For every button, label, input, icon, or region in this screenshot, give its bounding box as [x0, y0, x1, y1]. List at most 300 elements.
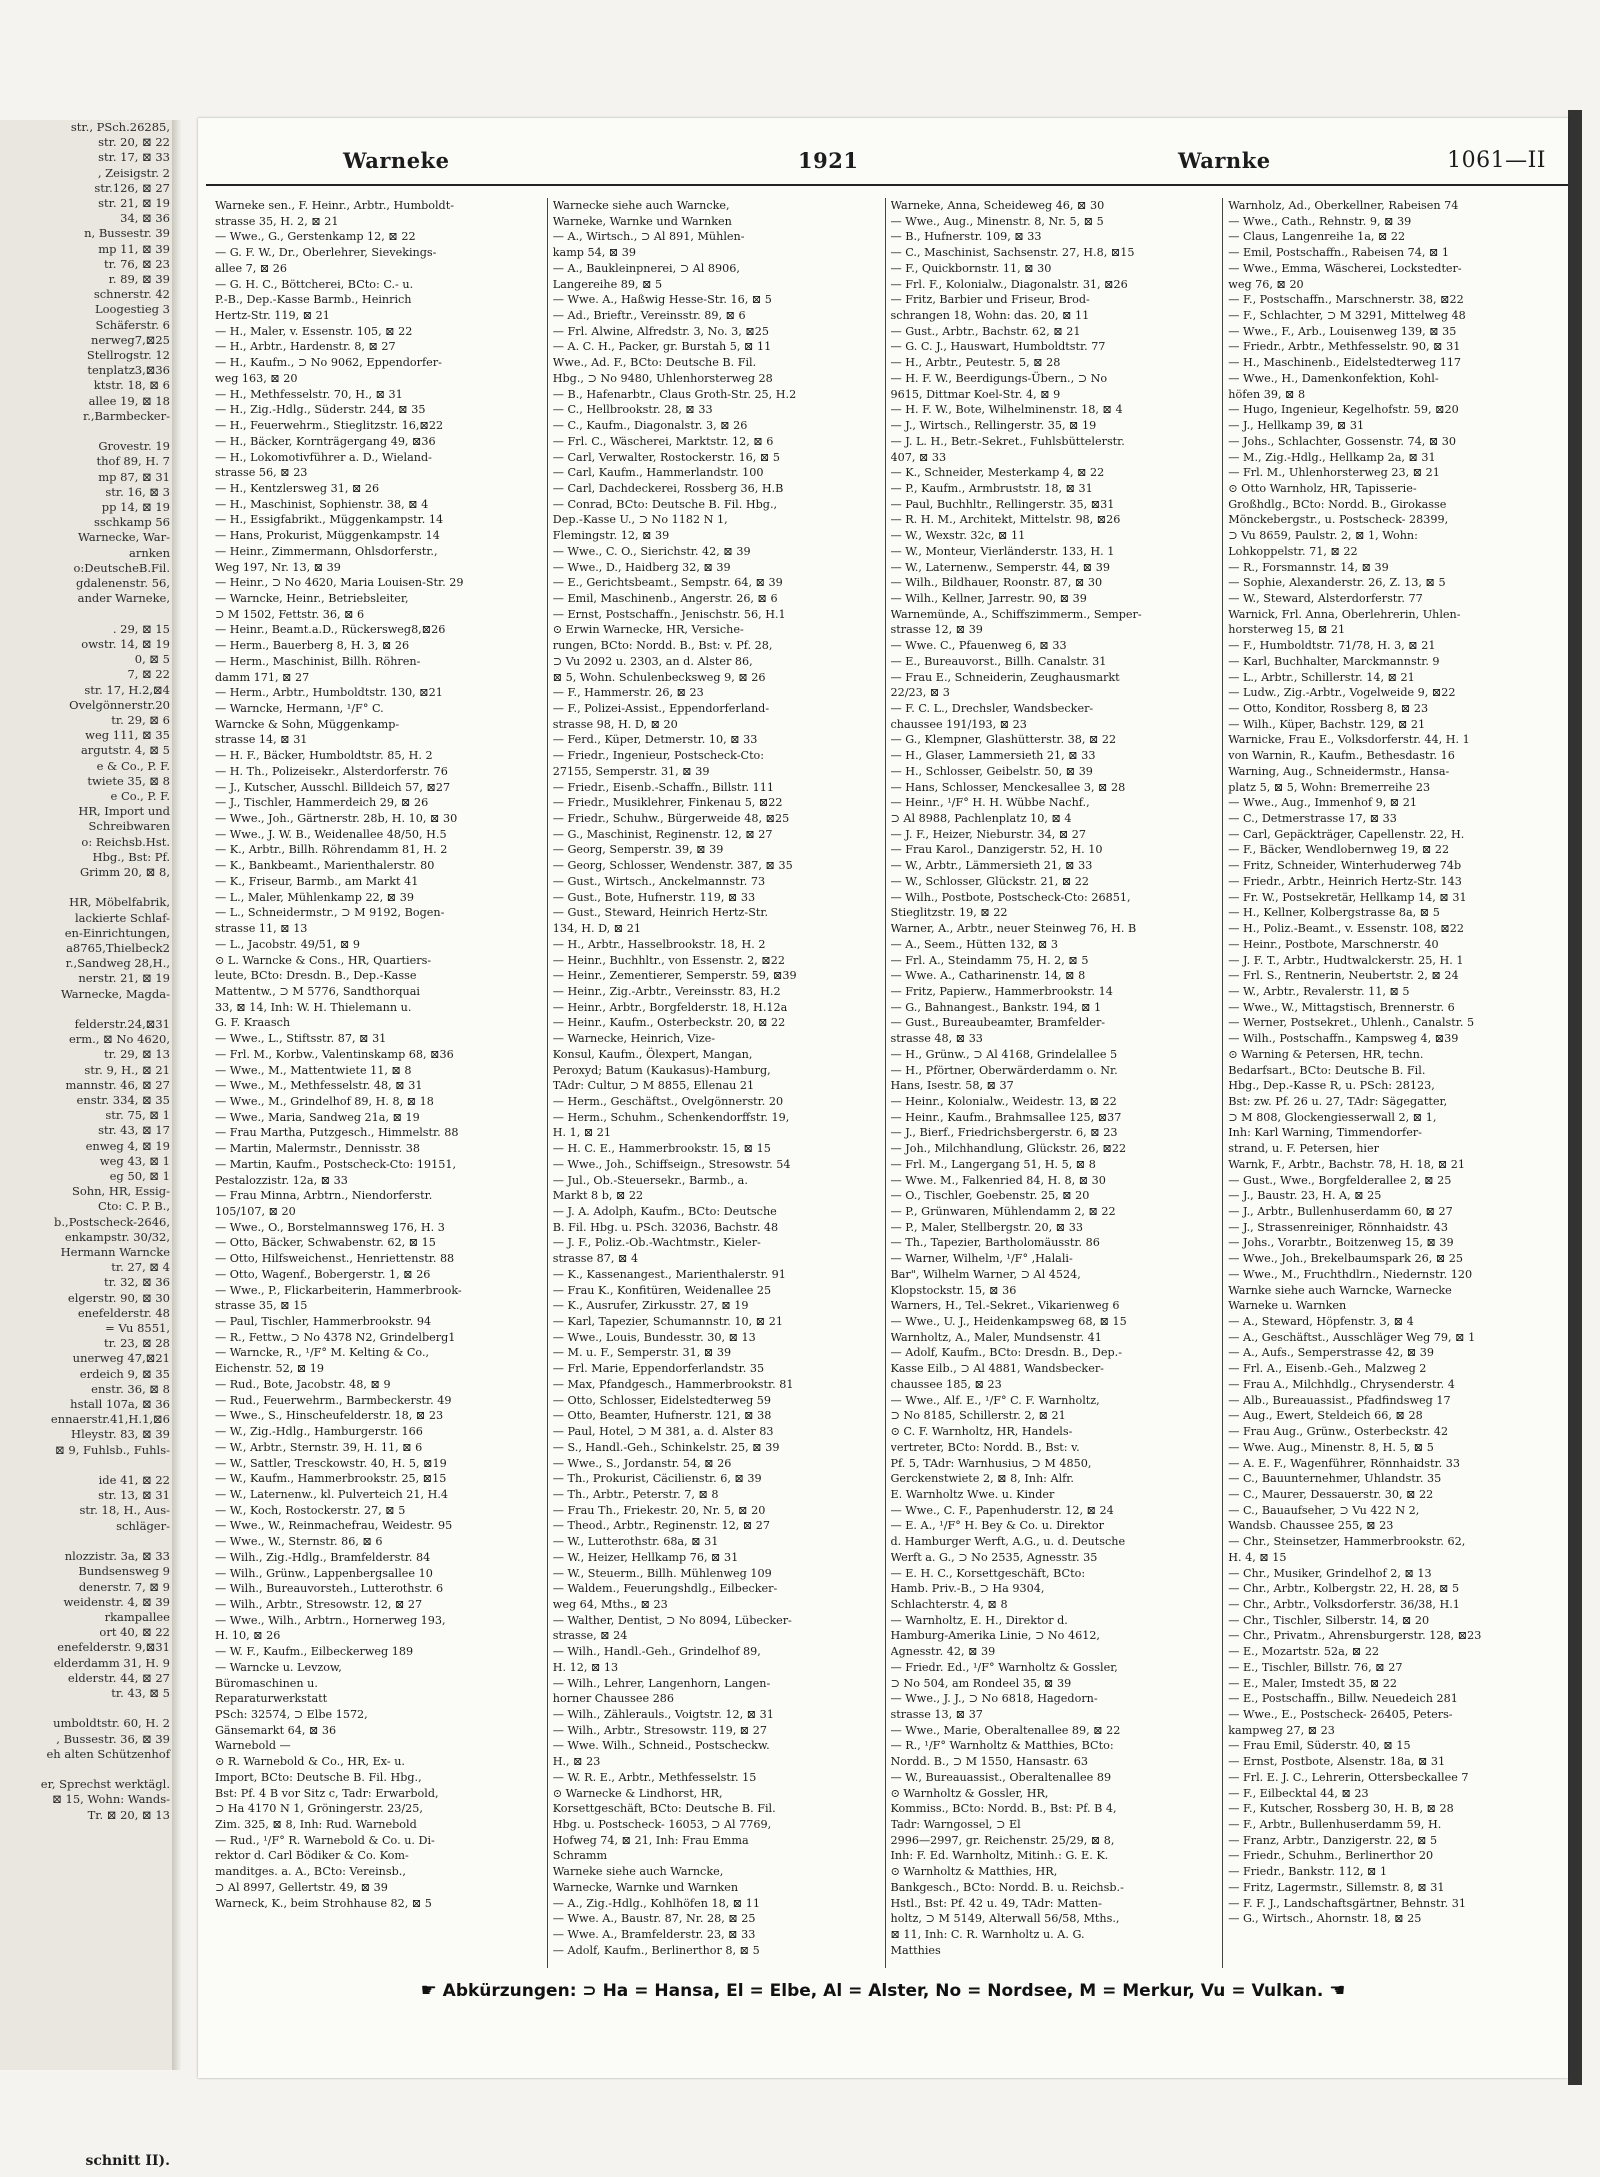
- left-page-line: [0, 1701, 178, 1716]
- directory-entry-line: — Warner, Wilhelm, ¹/F° ,Halali-: [890, 1252, 1073, 1266]
- directory-entry-line: — F. C. L., Drechsler, Wandsbecker-: [890, 702, 1094, 715]
- directory-entry-line: — Emil, Maschinenb., Angerstr. 26, ⊠ 6: [552, 591, 778, 605]
- directory-entry-line: schrangen 18, Wohn: das. 20, ⊠ 11: [890, 309, 1090, 323]
- left-page-line: nlozzistr. 3a, ⊠ 33: [64, 1549, 170, 1564]
- directory-entry-line: Gänsemarkt 64, ⊠ 36: [215, 1723, 337, 1737]
- left-page-line: Hleystr. 83, ⊠ 39: [71, 1427, 170, 1442]
- directory-entry-line: — W., Bureauassist., Oberaltenallee 89: [890, 1770, 1112, 1784]
- directory-entry-line: — Wwe., Cath., Rehnstr. 9, ⊠ 39: [1228, 214, 1412, 228]
- directory-entry-line: strasse 87, ⊠ 4: [552, 1252, 639, 1266]
- directory-entry-line: — Ludw., Zig.-Arbtr., Vogelweide 9, ⊠22: [1228, 686, 1456, 700]
- directory-entry-line: strasse 48, ⊠ 33: [890, 1032, 983, 1046]
- directory-entry-line: Hofweg 74, ⊠ 21, Inh: Frau Emma: [552, 1833, 749, 1847]
- directory-entry-line: — A. C. H., Packer, gr. Burstah 5, ⊠ 11: [552, 340, 772, 354]
- directory-entry-line: — Wilh., Bildhauer, Roonstr. 87, ⊠ 30: [890, 576, 1103, 590]
- directory-entry-line: — W., Lutterothstr. 68a, ⊠ 31: [552, 1535, 719, 1549]
- directory-entry-line: — J., Tischler, Hammerdeich 29, ⊠ 26: [215, 796, 429, 810]
- directory-entry-line: chaussee 191/193, ⊠ 23: [890, 717, 1027, 731]
- directory-entry-line: ⊃ Vu 8659, Paulstr. 2, ⊠ 1, Wohn:: [1228, 529, 1418, 543]
- directory-entry-line: — H., Zig.-Hdlg., Süderstr. 244, ⊠ 35: [215, 403, 426, 417]
- directory-entry-line: — C., Bauaufseher, ⊃ Vu 422 N 2,: [1228, 1503, 1420, 1517]
- directory-entry-line: strasse 35, ⊠ 15: [215, 1299, 308, 1313]
- directory-entry-line: Flemingstr. 12, ⊠ 39: [552, 529, 670, 543]
- directory-entry-line: kamp 54, ⊠ 39: [552, 246, 637, 260]
- directory-entry-line: — Wwe. M., Falkenried 84, H. 8, ⊠ 30: [890, 1173, 1106, 1187]
- directory-entry-line: — H., Essigfabrikt., Müggenkampstr. 14: [215, 513, 444, 527]
- directory-entry-line: — Martin, Malermstr., Dennisstr. 38: [215, 1142, 420, 1156]
- directory-entry-line: kampweg 27, ⊠ 23: [1228, 1723, 1335, 1737]
- directory-entry-line: — Carl, Dachdeckerei, Rossberg 36, H.B: [552, 481, 784, 495]
- directory-entry-line: — F., Arbtr., Bullenhuserdamm 59, H.: [1228, 1818, 1442, 1832]
- left-page-line: tr. 29, ⊠ 13: [103, 1047, 170, 1062]
- left-page-line: HR, Import und: [78, 804, 170, 819]
- directory-entry-line: — Walther, Dentist, ⊃ No 8094, Lübecker-: [552, 1613, 792, 1627]
- directory-entry-line: — Friedr. Ed., ¹/F° Warnholtz & Gossler,: [890, 1660, 1118, 1674]
- left-page-line: ander Warneke,: [77, 591, 170, 606]
- directory-entry-line: manditges. a. A., BCto: Vereinsb.,: [215, 1865, 406, 1879]
- directory-entry-line: — H., Maschinenb., Eidelstedterweg 117: [1228, 356, 1462, 370]
- directory-entry-line: — Heinr., Kaufm., Osterbeckstr. 20, ⊠ 22: [552, 1016, 786, 1030]
- directory-entry-line: Warneck, K., beim Strohhause 82, ⊠ 5: [215, 1896, 432, 1910]
- directory-entry-line: H., ⊠ 23: [552, 1755, 601, 1769]
- directory-entry-line: Peroxyd; Batum (Kaukasus)-Hamburg,: [552, 1063, 771, 1077]
- directory-entry-line: — Frau Karol., Danzigerstr. 52, H. 10: [890, 843, 1103, 857]
- directory-entry-line: — Chr., Privatm., Ahrensburgerstr. 128, ⊠23: [1228, 1629, 1482, 1643]
- directory-entry-line: strasse 12, ⊠ 39: [890, 623, 983, 637]
- directory-entry-line: — Warncke, R., ¹/F° M. Kelting & Co.,: [215, 1346, 430, 1360]
- left-page-line: str. 21, ⊠ 19: [98, 196, 170, 211]
- directory-entry-line: — Frl. M., Langergang 51, H. 5, ⊠ 8: [890, 1157, 1096, 1171]
- directory-entry-line: — Joh., Milchhandlung, Glückstr. 26, ⊠22: [890, 1142, 1127, 1156]
- directory-entry-line: — Wwe., Emma, Wäscherei, Lockstedter-: [1228, 261, 1462, 275]
- directory-entry-line: — Wwe. A., Baustr. 87, Nr. 28, ⊠ 25: [552, 1912, 756, 1926]
- left-page-line: enstr. 334, ⊠ 35: [76, 1093, 170, 1107]
- directory-entry-line: G. F. Kraasch: [215, 1016, 291, 1030]
- directory-entry-line: — Frl. F., Kolonialw., Diagonalstr. 31, ⊠26: [890, 277, 1128, 291]
- directory-entry-line: ⊃ M 1502, Fettstr. 36, ⊠ 6: [215, 607, 365, 621]
- directory-entry-line: — Wilh., Arbtr., Stresowstr. 12, ⊠ 27: [215, 1597, 423, 1611]
- left-page-line: erdeich 9, ⊠ 35: [79, 1366, 170, 1381]
- left-page-line: ennaerstr.41,H.1,⊠6: [50, 1412, 170, 1427]
- directory-entry-line: — Johs., Vorarbtr., Boitzenweg 15, ⊠ 39: [1228, 1236, 1454, 1250]
- directory-entry-line: — Wwe., D., Haidberg 32, ⊠ 39: [552, 560, 731, 574]
- directory-entry-line: ⊃ Al 8988, Pachlenplatz 10, ⊠ 4: [890, 812, 1072, 826]
- directory-entry-line: — Wwe. A., Catharinenstr. 14, ⊠ 8: [890, 969, 1086, 983]
- directory-entry-line: — Werner, Postsekret., Uhlenh., Canalstr. 5: [1228, 1016, 1475, 1030]
- directory-entry-line: — Heinr., Zig.-Arbtr., Vereinsstr. 83, H.2: [552, 984, 781, 998]
- directory-entry-line: — Wwe., G., Gerstenkamp 12, ⊠ 22: [215, 230, 416, 244]
- directory-entry-line: — O., Tischler, Goebenstr. 25, ⊠ 20: [890, 1189, 1090, 1203]
- directory-entry-line: — Adolf, Kaufm., Berlinerthor 8, ⊠ 5: [552, 1943, 760, 1957]
- directory-entry-line: — W., Arbtr., Sternstr. 39, H. 11, ⊠ 6: [215, 1440, 423, 1454]
- directory-entry-line: — Aug., Ewert, Steldeich 66, ⊠ 28: [1228, 1409, 1423, 1423]
- left-page-line: unerweg 47,⊠21: [72, 1351, 170, 1366]
- directory-entry-line: — Friedr., Ingenieur, Postscheck-Cto:: [552, 749, 765, 763]
- left-page-line: nerweg7,⊠25: [91, 332, 170, 347]
- left-page-line: Hbg., Bst: Pf.: [92, 849, 170, 864]
- directory-entry-line: — Frl. E. J. C., Lehrerin, Ottersbeckallee 7: [1228, 1770, 1469, 1784]
- directory-entry-line: — K., Bankbeamt., Marienthalerstr. 80: [215, 859, 435, 873]
- left-page-line: arnken: [129, 545, 170, 560]
- directory-entry-line: ⊃ Vu 2092 u. 2303, an d. Alster 86,: [552, 654, 753, 668]
- directory-entry-line: — C., Hellbrookstr. 28, ⊠ 33: [552, 403, 713, 417]
- directory-entry-line: — Friedr., Arbtr., Heinrich Hertz-Str. 143: [1228, 874, 1462, 888]
- directory-entry-line: — Wilh., Arbtr., Stresowstr. 119, ⊠ 27: [552, 1723, 767, 1737]
- directory-entry-line: strasse 14, ⊠ 31: [215, 733, 308, 747]
- directory-entry-line: — G. H. C., Böttcherei, BCto: C.- u.: [215, 277, 414, 291]
- directory-entry-line: Korsettgeschäft, BCto: Deutsche B. Fil.: [552, 1802, 776, 1816]
- directory-entry-line: — J., Baustr. 23, H. A, ⊠ 25: [1228, 1189, 1382, 1203]
- directory-entry-line: — Wwe., M., Methfesselstr. 48, ⊠ 31: [215, 1079, 423, 1093]
- left-page-line: Warnecke, War-: [78, 530, 170, 545]
- directory-entry-line: Agnesstr. 42, ⊠ 39: [890, 1645, 996, 1659]
- left-page-line: sschkamp 56: [93, 515, 170, 530]
- directory-entry-line: — Friedr., Arbtr., Methfesselstr. 90, ⊠ 31: [1228, 340, 1461, 354]
- directory-entry-line: Warnholtz, A., Maler, Mundsenstr. 41: [890, 1330, 1102, 1344]
- left-page-line: schläger-: [116, 1518, 170, 1533]
- directory-entry-line: Markt 8 b, ⊠ 22: [552, 1189, 644, 1203]
- directory-entry-line: TAdr: Cultur, ⊃ M 8855, Ellenau 21: [552, 1079, 755, 1093]
- directory-entry-line: — G. F. W., Dr., Oberlehrer, Sievekings-: [215, 246, 437, 260]
- directory-entry-line: — W., Wexstr. 32c, ⊠ 11: [890, 529, 1026, 543]
- directory-entry-line: — C., Detmerstrasse 17, ⊠ 33: [1228, 812, 1397, 826]
- directory-entry-line: — H., Arbtr., Hardenstr. 8, ⊠ 27: [215, 340, 396, 354]
- directory-entry-line: — Theod., Arbtr., Reginenstr. 12, ⊠ 27: [552, 1519, 771, 1533]
- directory-entry-line: — Georg, Schlosser, Wendenstr. 387, ⊠ 35: [552, 859, 793, 873]
- directory-entry-line: — Friedr., Schuhm., Berlinerthor 20: [1228, 1849, 1434, 1863]
- directory-entry-line: Warnebold —: [215, 1739, 291, 1753]
- directory-entry-line: — W., Heizer, Hellkamp 76, ⊠ 31: [552, 1550, 739, 1564]
- directory-entry-line: — Wwe., Maria, Sandweg 21a, ⊠ 19: [215, 1110, 420, 1124]
- left-page-line: tr. 43, ⊠ 5: [111, 1685, 170, 1700]
- directory-entry-line: — H., Bäcker, Kornträgergang 49, ⊠36: [215, 434, 436, 448]
- directory-entry-line: — W., Monteur, Vierländerstr. 133, H. 1: [890, 544, 1115, 558]
- directory-entry-line: — Wilh., Küper, Bachstr. 129, ⊠ 21: [1228, 717, 1426, 731]
- directory-entry-line: 2996—2997, gr. Reichenstr. 25/29, ⊠ 8,: [890, 1833, 1115, 1847]
- directory-entry-line: — Chr., Arbtr., Volksdorferstr. 36/38, H.1: [1228, 1597, 1460, 1611]
- directory-entry-line: damm 171, ⊠ 27: [215, 670, 310, 684]
- directory-entry-line: — Warncke u. Levzow,: [215, 1660, 342, 1674]
- left-page-line: Ovelgönnerstr.20: [69, 697, 170, 712]
- directory-entry-line: Warneke sen., F. Heinr., Arbtr., Humboldt-: [215, 199, 454, 212]
- directory-entry-line: Langereihe 89, ⊠ 5: [552, 277, 663, 291]
- left-page-line: enstr. 36, ⊠ 8: [91, 1381, 170, 1396]
- directory-entry-line: Warneke u. Warnken: [1228, 1299, 1347, 1313]
- directory-entry-line: — Heinr., Arbtr., Borgfelderstr. 18, H.12a: [552, 1000, 788, 1014]
- left-page-line: [0, 1762, 178, 1777]
- directory-entry-line: — Wwe., Joh., Brekelbaumspark 26, ⊠ 25: [1228, 1252, 1464, 1266]
- directory-entry-line: — Paul, Hotel, ⊃ M 381, a. d. Alster 83: [552, 1425, 774, 1439]
- left-page-line: r.,Barmbecker-: [82, 408, 170, 423]
- directory-entry-line: — Fr. W., Postsekretär, Hellkamp 14, ⊠ 31: [1228, 890, 1467, 904]
- directory-entry-line: Büromaschinen u.: [215, 1676, 318, 1690]
- directory-entry-line: ⊙ Warnholtz & Gossler, HR,: [890, 1786, 1049, 1800]
- left-page-line: ⊠ 9, Fuhlsb., Fuhls-: [55, 1442, 170, 1457]
- directory-entry-line: — C., Kaufm., Diagonalstr. 3, ⊠ 26: [552, 419, 748, 433]
- left-page-line: n, Bussestr. 39: [84, 226, 170, 241]
- directory-entry-line: — F., Eilbecktal 44, ⊠ 23: [1228, 1786, 1369, 1800]
- left-page-line: er, Sprechst werktägl.: [40, 1777, 170, 1792]
- directory-entry-line: Warnke siehe auch Warncke, Warnecke: [1228, 1283, 1452, 1297]
- directory-entry-line: — Warnecke, Heinrich, Vize-: [552, 1032, 716, 1046]
- left-page-line: 34, ⊠ 36: [120, 211, 170, 226]
- left-page-line: enweg 4, ⊠ 19: [85, 1138, 170, 1153]
- left-page-line: Tr. ⊠ 20, ⊠ 13: [87, 1807, 170, 1822]
- left-page-line: denerstr. 7, ⊠ 9: [78, 1579, 170, 1594]
- directory-entry-line: — Wwe., F., Arb., Louisenweg 139, ⊠ 35: [1228, 324, 1457, 338]
- directory-entry-line: — P., Kaufm., Armbruststr. 18, ⊠ 31: [890, 481, 1093, 495]
- directory-entry-line: horner Chaussee 286: [552, 1692, 675, 1706]
- directory-entry-line: — H., Glaser, Lammersieth 21, ⊠ 33: [890, 749, 1096, 763]
- left-page-line: [0, 424, 178, 439]
- header-right-name: Warnke: [1178, 148, 1271, 173]
- left-page-line: en-Einrichtungen,: [64, 925, 170, 940]
- directory-entry-line: — Wwe., Joh., Schiffseign., Stresowstr. 54: [552, 1157, 791, 1171]
- directory-entry-line: Reparaturwerkstatt: [215, 1692, 328, 1706]
- directory-entry-line: Warnecke, Warnke und Warnken: [552, 1880, 739, 1894]
- directory-entry-line: — Otto, Beamter, Hufnerstr. 121, ⊠ 38: [552, 1409, 772, 1423]
- left-page-line: Warnecke, Magda-: [60, 986, 170, 1001]
- directory-entry-line: — Wwe., O., Borstelmannsweg 176, H. 3: [215, 1220, 445, 1234]
- directory-entry-line: — R., Forsmannstr. 14, ⊠ 39: [1228, 560, 1389, 574]
- directory-entry-line: — K., Arbtr., Billh. Röhrendamm 81, H. 2: [215, 843, 448, 857]
- directory-entry-line: — Chr., Tischler, Silberstr. 14, ⊠ 20: [1228, 1613, 1430, 1627]
- left-page-line: lackierte Schlaf-: [75, 910, 170, 925]
- directory-entry-line: rungen, BCto: Nordd. B., Bst: v. Pf. 28,: [552, 639, 773, 653]
- directory-entry-line: — A., Wirtsch., ⊃ Al 891, Mühlen-: [552, 230, 745, 244]
- directory-entry-line: — M. u. F., Semperstr. 31, ⊠ 39: [552, 1346, 732, 1360]
- directory-entry-line: — Hans, Prokurist, Müggenkampstr. 14: [215, 529, 440, 543]
- directory-entry-line: — A., Aufs., Semperstrasse 42, ⊠ 39: [1228, 1346, 1435, 1360]
- directory-entry-line: — H. F., Bäcker, Humboldtstr. 85, H. 2: [215, 749, 433, 763]
- left-page-line: b.,Postscheck-2646,: [54, 1214, 170, 1229]
- directory-entry-line: Matthies: [890, 1943, 941, 1957]
- directory-entry-line: ⊃ No 8185, Schillerstr. 2, ⊠ 21: [890, 1409, 1066, 1423]
- directory-entry-line: — G. C. J., Hauswart, Humboldtstr. 77: [890, 340, 1106, 354]
- directory-entry-line: — Frl. A., Eisenb.-Geh., Malzweg 2: [1228, 1362, 1427, 1376]
- directory-entry-line: Pestalozzistr. 12a, ⊠ 33: [215, 1173, 348, 1187]
- left-page-line: ort 40, ⊠ 22: [99, 1625, 170, 1640]
- left-page-line: [0, 607, 178, 622]
- directory-entry-line: — Wwe. C., Pfauenweg 6, ⊠ 33: [890, 639, 1067, 653]
- directory-entry-line: ⊃ Ha 4170 N 1, Gröningerstr. 23/25,: [215, 1802, 423, 1816]
- directory-entry-line: — H. F. W., Beerdigungs-Übern., ⊃ No: [890, 371, 1108, 385]
- left-page-line: Sohn, HR, Essig-: [71, 1184, 170, 1199]
- directory-entry-line: Hertz-Str. 119, ⊠ 21: [215, 309, 330, 323]
- directory-entry-line: Bst: Pf. 4 B vor Sitz c, Tadr: Erwarbold,: [215, 1786, 439, 1800]
- directory-entry-line: — H. Th., Polizeisekr., Alsterdorferstr. 76: [215, 764, 448, 778]
- directory-entry-line: — E., Gerichtsbeamt., Sempstr. 64, ⊠ 39: [552, 576, 783, 590]
- directory-entry-line: — Paul, Buchhltr., Rellingerstr. 35, ⊠31: [890, 497, 1115, 511]
- directory-entry-line: — Otto, Konditor, Rossberg 8, ⊠ 23: [1228, 702, 1429, 715]
- directory-entry-line: — Ad., Brieftr., Vereinsstr. 89, ⊠ 6: [552, 309, 746, 323]
- directory-entry-line: Klopstockstr. 15, ⊠ 36: [890, 1283, 1017, 1297]
- left-page-fragment: [0, 120, 178, 2070]
- left-page-line: , Bussestr. 36, ⊠ 39: [56, 1731, 170, 1746]
- directory-entry-line: — Wwe., J. W. B., Weidenallee 48/50, H.5: [215, 827, 447, 841]
- directory-entry-line: P.-B., Dep.-Kasse Barmb., Heinrich: [215, 293, 412, 307]
- directory-entry-line: — W., Schlosser, Glückstr. 21, ⊠ 22: [890, 874, 1089, 888]
- directory-entry-line: — Hans, Schlosser, Menckesallee 3, ⊠ 28: [890, 780, 1126, 794]
- left-page-line: str. 18, H., Aus-: [79, 1503, 170, 1518]
- left-page-line: tr. 29, ⊠ 6: [111, 712, 170, 727]
- left-page-line: str. 20, ⊠ 22: [98, 135, 170, 150]
- directory-entry-line: — Frau Martha, Putzgesch., Himmelstr. 88: [215, 1126, 459, 1140]
- left-page-line: o: Reichsb.Hst.: [81, 834, 170, 849]
- directory-entry-line: weg 64, Mths., ⊠ 23: [552, 1597, 668, 1611]
- directory-entry-line: — S., Handl.-Geh., Schinkelstr. 25, ⊠ 39: [552, 1440, 780, 1454]
- directory-entry-line: Warneke, Anna, Scheideweg 46, ⊠ 30: [890, 199, 1105, 212]
- directory-entry-line: — Adolf, Kaufm., BCto: Dresdn. B., Dep.-: [890, 1346, 1122, 1360]
- directory-entry-line: — Rud., Bote, Jacobstr. 48, ⊠ 9: [215, 1377, 391, 1391]
- directory-entry-line: — Wwe., P., Flickarbeiterin, Hammerbrook-: [215, 1283, 462, 1297]
- directory-entry-line: — Frl. C., Wäscherei, Marktstr. 12, ⊠ 6: [552, 434, 774, 448]
- directory-entry-line: von Warnin, R., Kaufm., Bethesdastr. 16: [1228, 749, 1455, 763]
- directory-entry-line: — J., Wirtsch., Rellingerstr. 35, ⊠ 19: [890, 419, 1097, 433]
- directory-entry-line: — Wwe., Louis, Bundesstr. 30, ⊠ 13: [552, 1330, 756, 1344]
- left-page-line: str. 75, ⊠ 1: [105, 1108, 170, 1123]
- directory-entry-line: — Frau E., Schneiderin, Zeughausmarkt: [890, 670, 1120, 684]
- left-page-line: enkampstr. 30/32,: [64, 1229, 170, 1244]
- page-header: [238, 148, 1546, 184]
- directory-entry-line: — H., Grünw., ⊃ Al 4168, Grindelallee 5: [890, 1047, 1118, 1061]
- directory-entry-line: — B., Hafenarbtr., Claus Groth-Str. 25, H.2: [552, 387, 797, 401]
- directory-entry-line: Hbg. u. Postscheck- 16053, ⊃ Al 7769,: [552, 1818, 772, 1832]
- directory-entry-line: — Otto, Schlosser, Eidelstedterweg 59: [552, 1393, 772, 1407]
- directory-entry-line: Warneke, Warnke und Warnken: [552, 214, 732, 228]
- directory-entry-line: — H., Arbtr., Peutestr. 5, ⊠ 28: [890, 356, 1061, 370]
- directory-entry-line: — K., Schneider, Mesterkamp 4, ⊠ 22: [890, 466, 1105, 480]
- directory-entry-line: Inh: F. Ed. Warnholtz, Mitinh.: G. E. K.: [890, 1849, 1109, 1863]
- directory-entry-line: — Gust., Wirtsch., Anckelmannstr. 73: [552, 874, 766, 888]
- directory-entry-line: Dep.-Kasse U., ⊃ No 1182 N 1,: [552, 513, 728, 527]
- left-page-line: argutstr. 4, ⊠ 5: [80, 743, 170, 758]
- directory-entry-line: — B., Hufnerstr. 109, ⊠ 33: [890, 230, 1042, 244]
- directory-entry-line: H. 12, ⊠ 13: [552, 1660, 619, 1674]
- directory-entry-line: — Fritz, Lagermstr., Sillemstr. 8, ⊠ 31: [1228, 1880, 1445, 1894]
- left-page-line: str.126, ⊠ 27: [94, 180, 170, 195]
- left-page-line: eh alten Schützenhof: [46, 1746, 170, 1761]
- directory-entry-line: ⊠ 5, Wohn. Schulenbecksweg 9, ⊠ 26: [552, 670, 766, 684]
- directory-entry-line: Import, BCto: Deutsche B. Fil. Hbg.,: [215, 1770, 422, 1784]
- directory-entry-line: E. Warnholtz Wwe. u. Kinder: [890, 1487, 1055, 1501]
- directory-entry-line: Werft a. G., ⊃ No 2535, Agnesstr. 35: [890, 1550, 1098, 1564]
- directory-entry-line: — Wilh., Grünw., Lappenbergsallee 10: [215, 1566, 433, 1580]
- directory-entry-line: — M., Zig.-Hdlg., Hellkamp 2a, ⊠ 31: [1228, 450, 1436, 464]
- directory-entry-line: H. 4, ⊠ 15: [1228, 1550, 1287, 1564]
- book-gutter: [172, 120, 182, 2070]
- left-page-line: Hermann Warncke: [60, 1245, 170, 1260]
- directory-entry-line: — Rud., Feuerwehrm., Barmbeckerstr. 49: [215, 1393, 452, 1407]
- directory-entry-line: ⊙ L. Warncke & Cons., HR, Quartiers-: [215, 953, 432, 967]
- directory-entry-line: — A., Zig.-Hdlg., Kohlhöfen 18, ⊠ 11: [552, 1896, 760, 1910]
- directory-entry-line: — F., Hammerstr. 26, ⊠ 23: [552, 686, 704, 700]
- directory-entry-line: — Wilh., Postschaffn., Kampsweg 4, ⊠39: [1228, 1032, 1459, 1046]
- directory-entry-line: Bankgesch., BCto: Nordd. B. u. Reichsb.-: [890, 1880, 1124, 1894]
- directory-entry-line: Warneke siehe auch Warncke,: [552, 1865, 724, 1879]
- directory-entry-line: — Wwe., Aug., Minenstr. 8, Nr. 5, ⊠ 5: [890, 214, 1104, 228]
- left-page-line: r. 89, ⊠ 39: [108, 272, 170, 287]
- directory-entry-line: — Herm., Schuhm., Schenkendorffstr. 19,: [552, 1110, 790, 1124]
- directory-entry-line: — A., Steward, Höpfenstr. 3, ⊠ 4: [1228, 1315, 1414, 1329]
- directory-entry-line: — Chr., Musiker, Grindelhof 2, ⊠ 13: [1228, 1566, 1432, 1580]
- left-page-line: e Co., P. F.: [110, 788, 170, 803]
- directory-entry-line: — Heinr., Kaufm., Brahmsallee 125, ⊠37: [890, 1110, 1122, 1124]
- directory-entry-line: weg 76, ⊠ 20: [1228, 277, 1304, 291]
- left-page-line: str. 9, H., ⊠ 21: [84, 1062, 170, 1077]
- directory-entry-line: — Wilh., Bureauvorsteh., Lutterothstr. 6: [215, 1582, 444, 1596]
- left-page-line: Cto: C. P. B.,: [97, 1199, 170, 1214]
- directory-entry-line: Warnick, Frl. Anna, Oberlehrerin, Uhlen-: [1228, 607, 1461, 621]
- directory-entry-line: Stieglitzstr. 19, ⊠ 22: [890, 906, 1008, 920]
- directory-entry-line: — Herm., Geschäftst., Ovelgönnerstr. 20: [552, 1094, 784, 1108]
- directory-entry-line: Warnk, F., Arbtr., Bachstr. 78, H. 18, ⊠ 21: [1228, 1157, 1466, 1171]
- directory-entry-line: — Gust., Steward, Heinrich Hertz-Str.: [552, 906, 769, 920]
- directory-entry-line: Kasse Eilb., ⊃ Al 4881, Wandsbecker-: [890, 1362, 1104, 1376]
- directory-entry-line: — R., Fettw., ⊃ No 4378 N2, Grindelberg1: [215, 1330, 456, 1344]
- directory-entry-line: — E., Bureauvorst., Billh. Canalstr. 31: [890, 654, 1107, 668]
- directory-entry-line: — Wwe. Aug., Minenstr. 8, H. 5, ⊠ 5: [1228, 1440, 1434, 1454]
- directory-entry-line: — Chr., Steinsetzer, Hammerbrookstr. 62,: [1228, 1535, 1466, 1549]
- directory-entry-line: — Claus, Langenreihe 1a, ⊠ 22: [1228, 230, 1406, 244]
- directory-entry-line: — P., Grünwaren, Mühlendamm 2, ⊠ 22: [890, 1205, 1116, 1218]
- directory-entry-line: ⊃ No 504, am Rondeel 35, ⊠ 39: [890, 1676, 1072, 1690]
- left-page-line: weg 43, ⊠ 1: [99, 1153, 170, 1168]
- directory-entry-line: Warnholz, Ad., Oberkellner, Rabeisen 74: [1228, 199, 1459, 212]
- directory-entry-line: — W., Kaufm., Hammerbrookstr. 25, ⊠15: [215, 1472, 447, 1486]
- directory-entry-line: Konsul, Kaufm., Ölexpert, Mangan,: [552, 1047, 753, 1061]
- directory-entry-line: Bedarfsart., BCto: Deutsche B. Fil.: [1228, 1063, 1426, 1077]
- directory-entry-line: — W. R. E., Arbtr., Methfesselstr. 15: [552, 1770, 757, 1784]
- left-page-line: rkampallee: [104, 1609, 170, 1624]
- directory-entry-line: — Gust., Bote, Hufnerstr. 119, ⊠ 33: [552, 890, 756, 904]
- directory-entry-line: ⊃ Al 8997, Gellertstr. 49, ⊠ 39: [215, 1880, 388, 1894]
- directory-entry-line: — Friedr., Musiklehrer, Finkenau 5, ⊠22: [552, 796, 783, 810]
- left-page-line: tr. 23, ⊠ 28: [103, 1336, 170, 1351]
- left-page-line: 0, ⊠ 5: [134, 652, 170, 667]
- left-page-line: Loogestieg 3: [95, 302, 170, 317]
- left-page-line: HR, Möbelfabrik,: [69, 895, 170, 910]
- directory-entry-line: — C., Maurer, Dessauerstr. 30, ⊠ 22: [1228, 1487, 1434, 1501]
- directory-entry-line: — J. F. T., Arbtr., Hudtwalckerstr. 25, H. 1: [1228, 953, 1464, 967]
- directory-entry-line: — R. H. M., Architekt, Mittelstr. 98, ⊠26: [890, 513, 1121, 527]
- directory-entry-line: — P., Maler, Stellbergstr. 20, ⊠ 33: [890, 1220, 1083, 1234]
- directory-entry-line: Hstl., Bst: Pf. 42 u. 49, TAdr: Matten-: [890, 1896, 1102, 1910]
- directory-entry-line: — Heinr., Beamt.a.D., Rückersweg8,⊠26: [215, 623, 446, 637]
- directory-entry-line: — G., Wirtsch., Ahornstr. 18, ⊠ 25: [1228, 1912, 1422, 1926]
- directory-page: [198, 118, 1568, 2078]
- left-page-line: mp 87, ⊠ 31: [98, 469, 170, 484]
- directory-entry-line: — J., Arbtr., Bullenhuserdamm 60, ⊠ 27: [1228, 1205, 1453, 1218]
- directory-entry-line: Hbg., Dep.-Kasse R, u. PSch: 28123,: [1228, 1079, 1435, 1093]
- directory-entry-line: — Chr., Arbtr., Kolbergstr. 22, H. 28, ⊠ 5: [1228, 1582, 1460, 1596]
- directory-entry-line: — Herm., Maschinist, Billh. Röhren-: [215, 654, 421, 668]
- left-page-line: enefelderstr. 9,⊠31: [57, 1640, 170, 1655]
- directory-entry-line: — Waldem., Feuerungshdlg., Eilbecker-: [552, 1582, 778, 1596]
- directory-entry-line: — Gust., Bureaubeamter, Bramfelder-: [890, 1016, 1106, 1030]
- directory-entry-line: — Frl. Alwine, Alfredstr. 3, No. 3, ⊠25: [552, 324, 769, 338]
- left-page-line: ide 41, ⊠ 22: [98, 1473, 170, 1488]
- left-page-line: tr. 27, ⊠ 4: [111, 1260, 170, 1275]
- directory-entry-line: — K., Friseur, Barmb., am Markt 41: [215, 874, 419, 888]
- directory-entry-line: ⊙ Otto Warnholz, HR, Tapisserie-: [1228, 481, 1417, 495]
- left-page-line: e & Co., P. F.: [96, 758, 170, 773]
- directory-entry-line: Lohkoppelstr. 71, ⊠ 22: [1228, 544, 1358, 558]
- left-page-line: , Zeisigstr. 2: [97, 165, 170, 180]
- left-page-line: r.,Sandweg 28,H.,: [65, 956, 170, 971]
- directory-entry-line: — H., Methfesselstr. 70, H., ⊠ 31: [215, 387, 403, 401]
- directory-entry-line: Zim. 325, ⊠ 8, Inh: Rud. Warnebold: [215, 1818, 417, 1832]
